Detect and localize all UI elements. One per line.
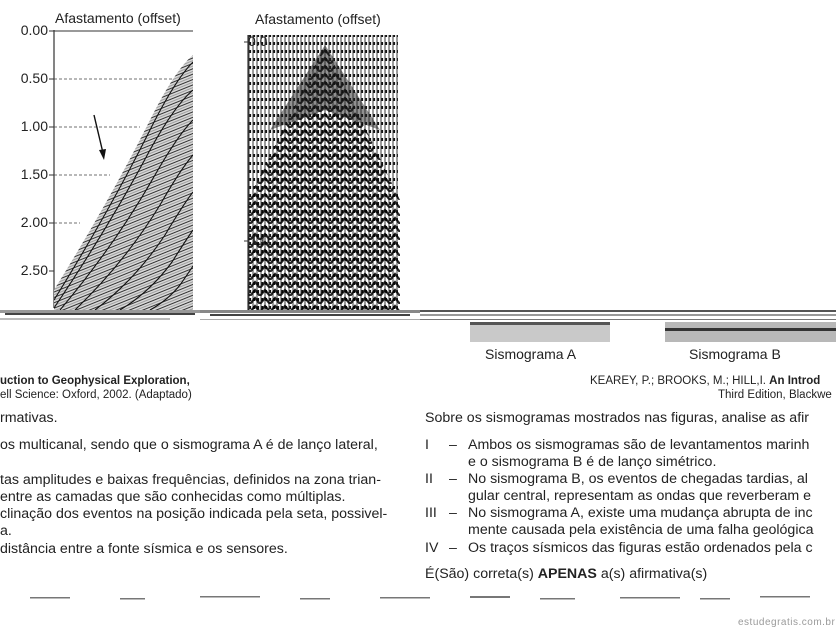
seismogram-a-tick: 0.50 (20, 70, 48, 86)
statement-dash: – (449, 437, 457, 453)
statement-line: e o sismograma B é de lanço simétrico. (468, 454, 717, 470)
seismogram-b-axis-title: Afastamento (offset) (255, 11, 381, 27)
statement-dash: – (449, 471, 457, 487)
reference-left-title: uction to Geophysical Exploration, (0, 375, 190, 387)
left-column-line: rmativas. (0, 410, 58, 426)
seismogram-a-tick: 1.00 (20, 118, 48, 134)
seismogram-a-tick: 0.00 (20, 22, 48, 38)
seismogram-a-tick: 1.50 (20, 166, 48, 182)
statement-line: gular central, representam as ondas que reverberam e (468, 488, 812, 504)
statement-line: No sismograma A, existe uma mudança abrupta de inc (468, 505, 813, 521)
left-column-line: tas amplitudes e baixas frequências, definidos na zona trian- (0, 472, 381, 488)
statement-dash: – (449, 540, 457, 556)
left-column-line: entre as camadas que são conhecidas como múltiplas. (0, 489, 346, 505)
left-column-line: os multicanal, sendo que o sismograma A é de lanço lateral, (0, 437, 378, 453)
watermark: estudegratis.com.br (738, 617, 836, 628)
statement-number: III (425, 505, 437, 521)
seismogram-b-tick: 0.0 (248, 33, 268, 49)
left-column-line: distância entre a fonte sísmica e os sensores. (0, 541, 288, 557)
reference-right-title: An Introd (769, 375, 821, 387)
statement-number: II (425, 471, 433, 487)
statement-line: mente causada pela existência de uma falha geológica (468, 522, 814, 538)
reference-left-publisher: ell Science: Oxford, 2002. (Adaptado) (0, 389, 192, 401)
reference-right-line1 (590, 374, 820, 388)
statement-number: I (425, 437, 429, 453)
left-column-line: a. (0, 523, 12, 539)
statement-number: IV (425, 540, 439, 556)
seismogram-a-tick: 2.00 (20, 214, 48, 230)
seismogram-a-caption: Sismograma A (485, 346, 577, 362)
seismogram-b-caption: Sismograma B (689, 346, 781, 362)
statement-line: Os traços sísmicos das figuras estão ordenados pela c (468, 540, 813, 556)
statement-line: Ambos os sismogramas são de levantamentos marinh (468, 437, 810, 453)
statement-dash: – (449, 505, 457, 521)
seismogram-a-tick: 2.50 (20, 262, 48, 278)
reference-right-edition: Third Edition, Blackwe (718, 389, 832, 401)
left-column-line: clinação dos eventos na posição indicada pela seta, possivel- (0, 506, 388, 522)
seismogram-b-tick: 1.0 (250, 232, 270, 248)
question-emphasis: APENAS (537, 566, 597, 582)
question-suffix: a(s) afirmativa(s) (596, 566, 708, 582)
seismogram-b-strip (665, 322, 836, 342)
reference-right-authors: KEAREY, P.; BROOKS, M.; HILL,I. (590, 375, 770, 387)
statement-line: No sismograma B, os eventos de chegadas tardias, al (468, 471, 808, 487)
right-column-intro: Sobre os sismogramas mostrados nas figuras, analise as afir (425, 410, 810, 426)
question-prefix: É(São) correta(s) (425, 566, 538, 582)
seismogram-a-axis-title: Afastamento (offset) (55, 10, 181, 26)
question-prompt (425, 566, 707, 583)
